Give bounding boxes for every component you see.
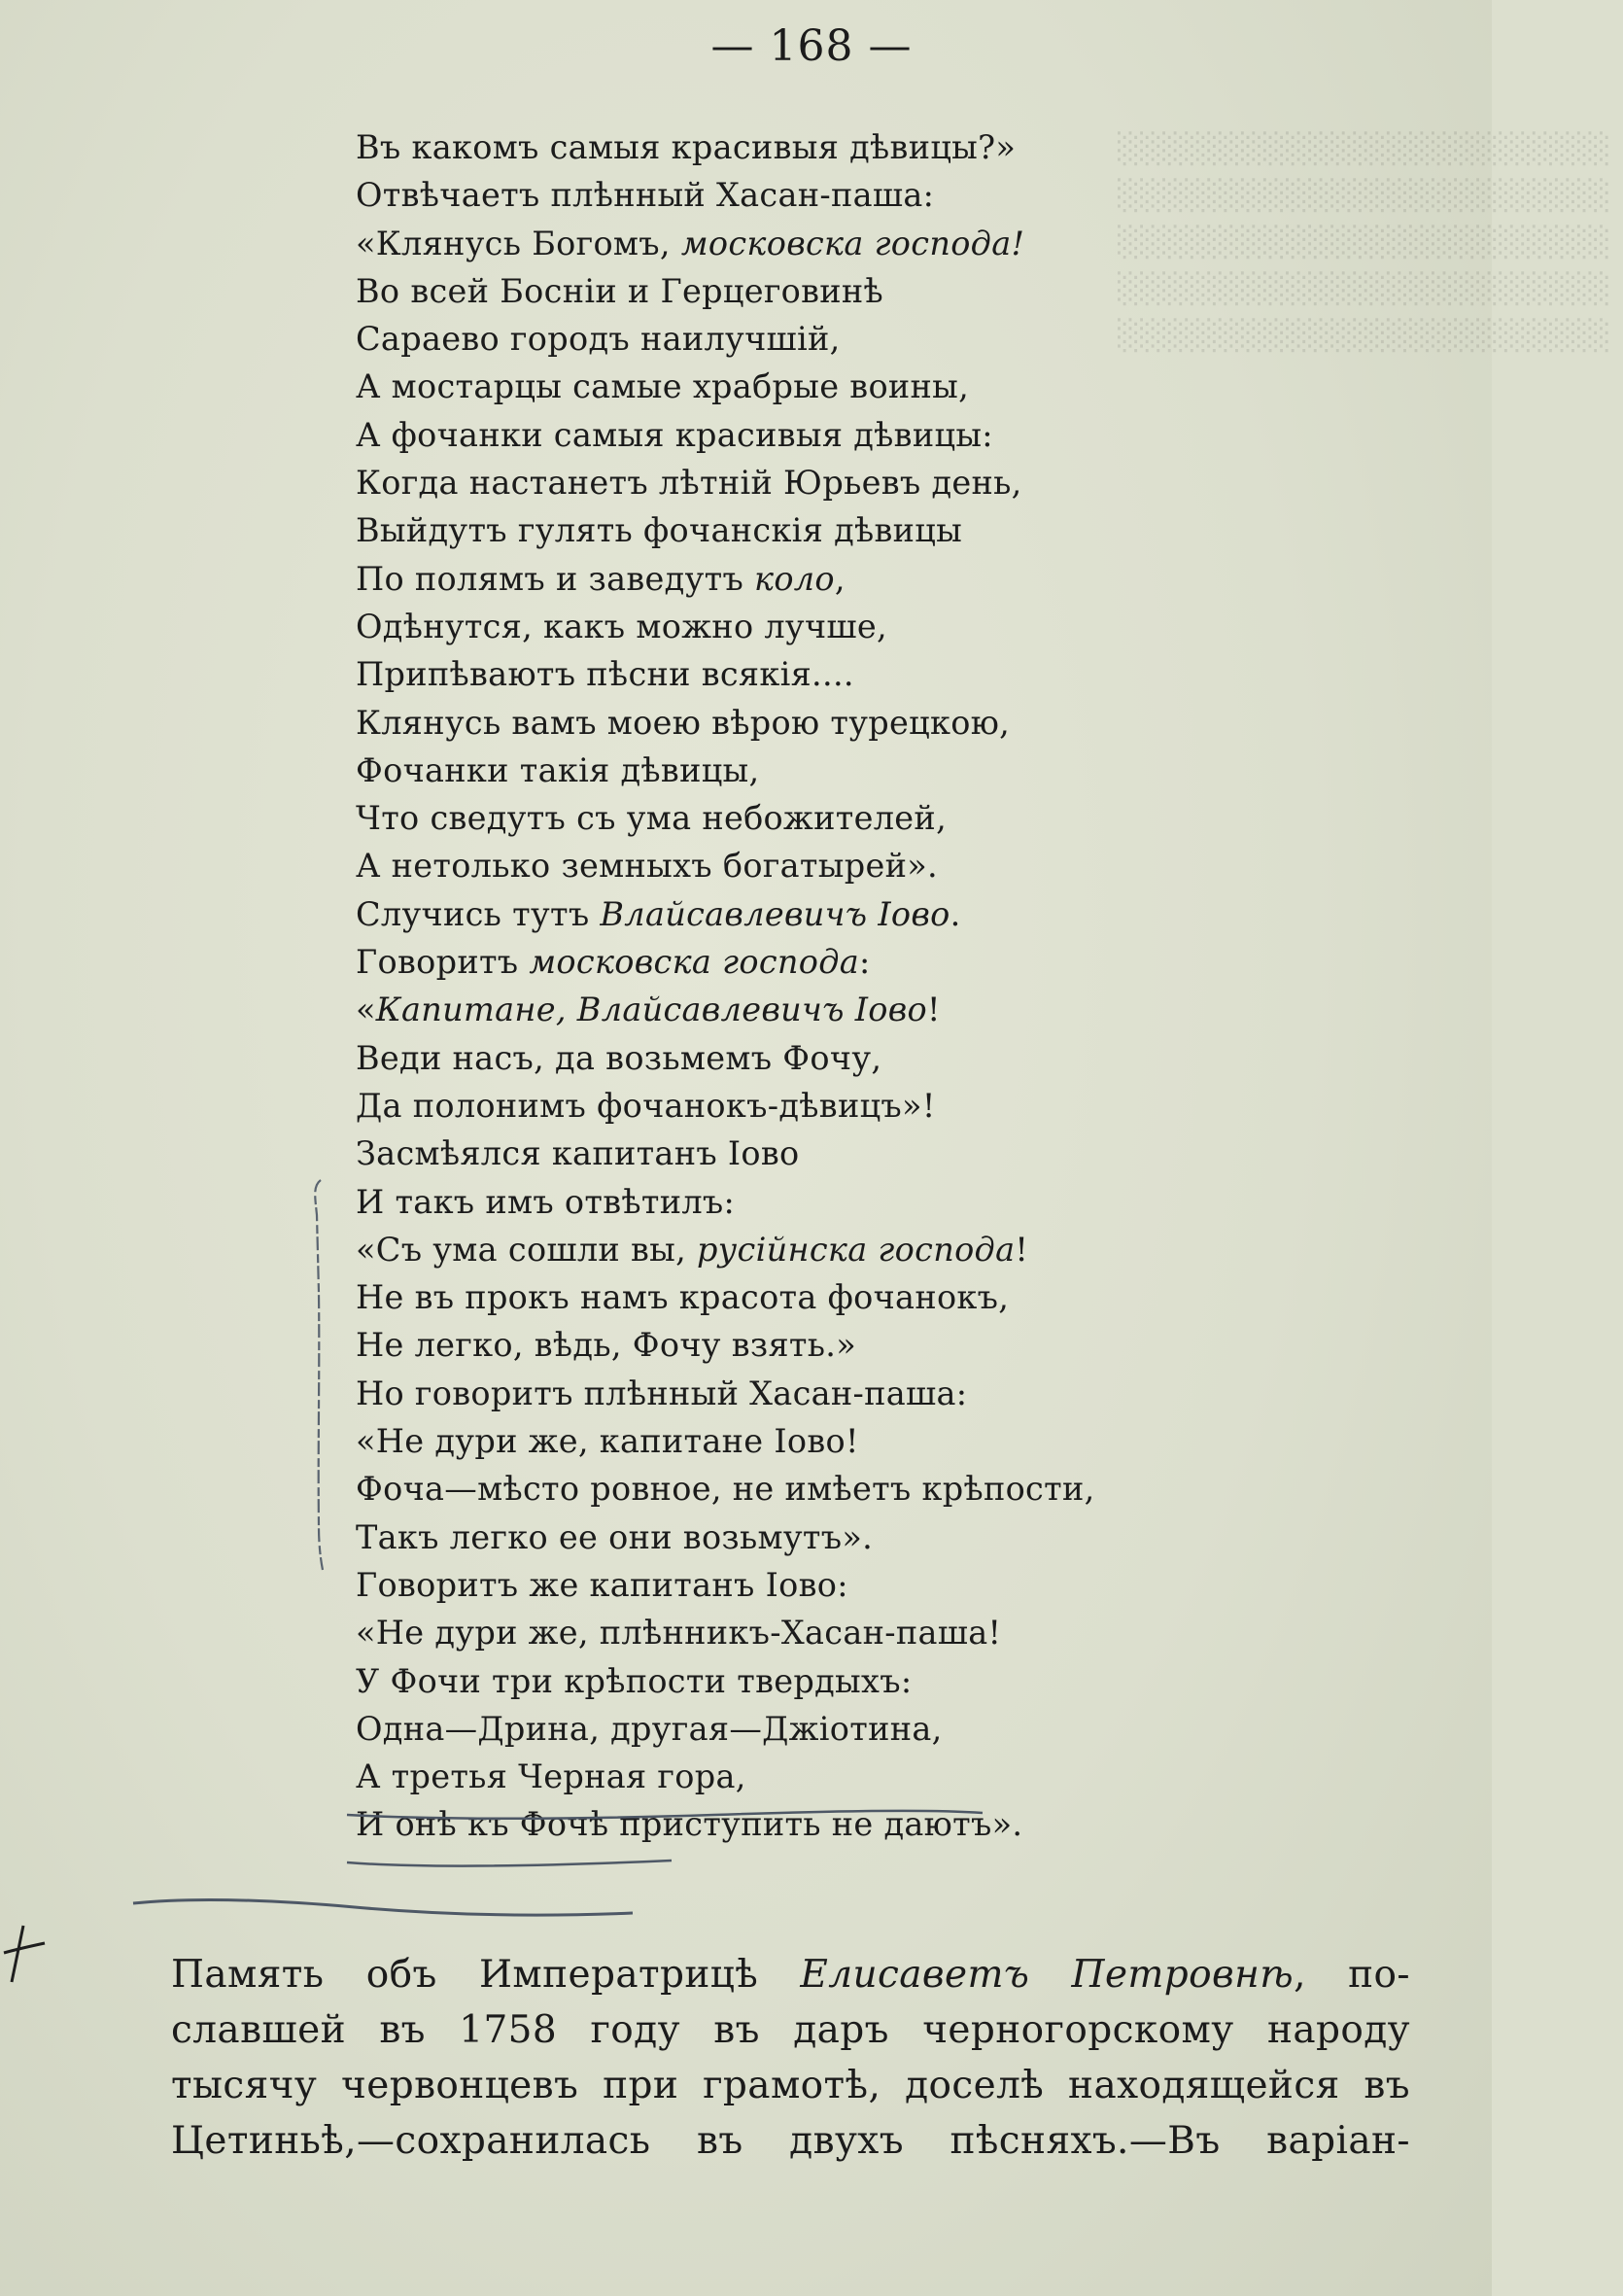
text-run: А фочанки самыя красивыя дѣвицы: <box>356 415 993 454</box>
verse-line <box>356 1321 1230 1369</box>
text-run: « <box>356 991 376 1029</box>
text-run: Память объ Императрицѣ <box>171 1953 801 1997</box>
text-run: Фоча—мѣсто ровное, не имѣетъ крѣпости, <box>356 1470 1095 1509</box>
verse-line <box>356 938 1230 986</box>
verse-line <box>356 220 1230 267</box>
text-run: «Не дури же, плѣнникъ-Хасан-паша! <box>356 1614 1002 1652</box>
verse-line <box>356 506 1230 554</box>
page-number: — 168 — <box>710 21 913 71</box>
text-run: Что сведутъ съ ума небожителей, <box>356 799 948 838</box>
text-run: Фочанки такія дѣвицы, <box>356 750 760 789</box>
text-run: Одѣнутся, какъ можно лучше, <box>356 607 887 645</box>
text-run: Цетиньѣ,—сохранилась въ двухъ пѣсняхъ.—Въ варіан- <box>171 2119 1410 2163</box>
text-run: Во всей Босніи и Герцеговинѣ <box>356 271 884 310</box>
text-run: Веди насъ, да возьмемъ Фочу, <box>356 1038 882 1077</box>
verse-line <box>356 315 1230 363</box>
verse-line <box>356 363 1230 410</box>
verse-line <box>356 1082 1230 1130</box>
verse-line <box>356 1657 1230 1705</box>
text-run: Засмѣялся капитанъ Іово <box>356 1134 800 1173</box>
verse-line <box>356 1178 1230 1226</box>
verse-line <box>356 459 1230 506</box>
text-run: У Фочи три крѣпости твердыхъ: <box>356 1661 913 1700</box>
text-run: Не легко, вѣдь, Фочу взять.» <box>356 1326 857 1365</box>
verse-line <box>356 1226 1230 1273</box>
verse-line <box>356 1705 1230 1753</box>
verse-line <box>356 555 1230 603</box>
verse-line <box>356 1465 1230 1513</box>
text-run: тысячу червонцевъ при грамотѣ, доселѣ находящейся въ <box>171 2064 1410 2107</box>
verse-line <box>356 1609 1230 1656</box>
text-run: Да полонимъ фочанокъ-дѣвицъ»! <box>356 1086 936 1125</box>
verse-line <box>356 650 1230 698</box>
show-through-from-reverse: ░░░░░░░░░░░░░░░░░░░░░░ ░░░░░░░░░░░░░░░░░░░░░░ ░░░░░░░░░░░░░░░░░░░░░░ ░░░░░░░░░░░░░░░░░░░░░░ ░░░░░░░░░░░░░░░░░░░░░░ <box>1118 132 1611 353</box>
verse-line <box>356 699 1230 747</box>
verse-line <box>356 747 1230 794</box>
italic-text: московска господа <box>529 943 860 982</box>
verse-line <box>356 123 1230 171</box>
text-run: А третья Черная гора, <box>356 1757 746 1796</box>
text-run: А нетолько земныхъ богатырей». <box>356 847 938 886</box>
text-run: Выйдутъ гулять фочанскія дѣвицы <box>356 511 963 550</box>
verse-line <box>356 1561 1230 1609</box>
text-run: Клянусь вамъ моею вѣрою турецкою, <box>356 703 1011 742</box>
pencil-underline-mark <box>345 1855 675 1874</box>
margin-cross-mark <box>0 1920 49 1988</box>
text-run: Случись тутъ <box>356 894 601 933</box>
text-run: Когда настанетъ лѣтній Юрьевъ день, <box>356 464 1022 503</box>
italic-text: Елисаветъ Петровнѣ <box>800 1953 1295 1997</box>
text-run: ! <box>927 991 941 1029</box>
text-run: По полямъ и заведутъ <box>356 559 755 598</box>
text-run: славшей въ 1758 году въ даръ черногорскому народу <box>171 2008 1410 2052</box>
verse-line <box>356 1417 1230 1465</box>
verse-line <box>356 171 1230 219</box>
pencil-underline-mark <box>345 1803 986 1823</box>
verse-line <box>356 890 1230 938</box>
prose-line <box>171 1947 1410 2002</box>
text-run: Одна—Дрина, другая—Джіотина, <box>356 1709 943 1748</box>
text-run: «Съ ума сошли вы, <box>356 1230 698 1269</box>
italic-text: Влайсавлевичъ Іово <box>600 894 950 933</box>
verse-line <box>356 1370 1230 1417</box>
prose-line <box>171 2002 1410 2058</box>
text-run: А мостарцы самые храбрые воины, <box>356 367 970 406</box>
verse-line <box>356 1753 1230 1800</box>
italic-text: московска господа! <box>680 224 1025 262</box>
text-run: И такъ имъ отвѣтилъ: <box>356 1182 736 1221</box>
text-run: Отвѣчаетъ плѣнный Хасан-паша: <box>356 176 935 215</box>
text-run: . <box>950 894 961 933</box>
text-run: Не въ прокъ намъ красота фочанокъ, <box>356 1278 1010 1317</box>
text-run: Говоритъ <box>356 943 530 982</box>
text-run: Такъ легко ее они возьмутъ». <box>356 1517 874 1556</box>
verse-line <box>356 1273 1230 1321</box>
verse-line <box>356 267 1230 315</box>
pencil-underline-mark <box>131 1894 637 1923</box>
verse-line <box>356 842 1230 889</box>
prose-line <box>171 2058 1410 2113</box>
text-run: Припѣваютъ пѣсни всякія.... <box>356 655 854 694</box>
verse-line <box>356 986 1230 1033</box>
italic-text: русійнска господа <box>697 1230 1016 1269</box>
italic-text: Капитане, Влайсавлевичъ Іово <box>375 991 928 1029</box>
text-run: «Не дури же, капитане Іово! <box>356 1422 859 1461</box>
verse-line <box>356 1130 1230 1177</box>
prose-line <box>171 2113 1410 2169</box>
text-run: Говоритъ же капитанъ Іово: <box>356 1565 848 1604</box>
text-run: , <box>834 559 846 598</box>
text-run: : <box>859 943 871 982</box>
verse-line <box>356 411 1230 459</box>
verse-line <box>356 794 1230 842</box>
italic-text: коло <box>754 559 835 598</box>
verse-line <box>356 1034 1230 1082</box>
text-run: Сараево городъ наилучшій, <box>356 320 841 359</box>
text-run: И онѣ къ Фочѣ приступить не даютъ». <box>356 1805 1023 1844</box>
text-run: «Клянусь Богомъ, <box>356 224 681 262</box>
prose-paragraph <box>171 1947 1410 2169</box>
poem-verse <box>356 123 1230 1849</box>
verse-line <box>356 603 1230 650</box>
text-run: Но говоритъ плѣнный Хасан-паша: <box>356 1374 968 1412</box>
verse-line <box>356 1513 1230 1561</box>
pencil-bracket-mark <box>309 1176 328 1575</box>
text-run: , по- <box>1294 1953 1410 1997</box>
text-run: ! <box>1015 1230 1029 1269</box>
text-run: Въ какомъ самыя красивыя дѣвицы?» <box>356 128 1017 166</box>
